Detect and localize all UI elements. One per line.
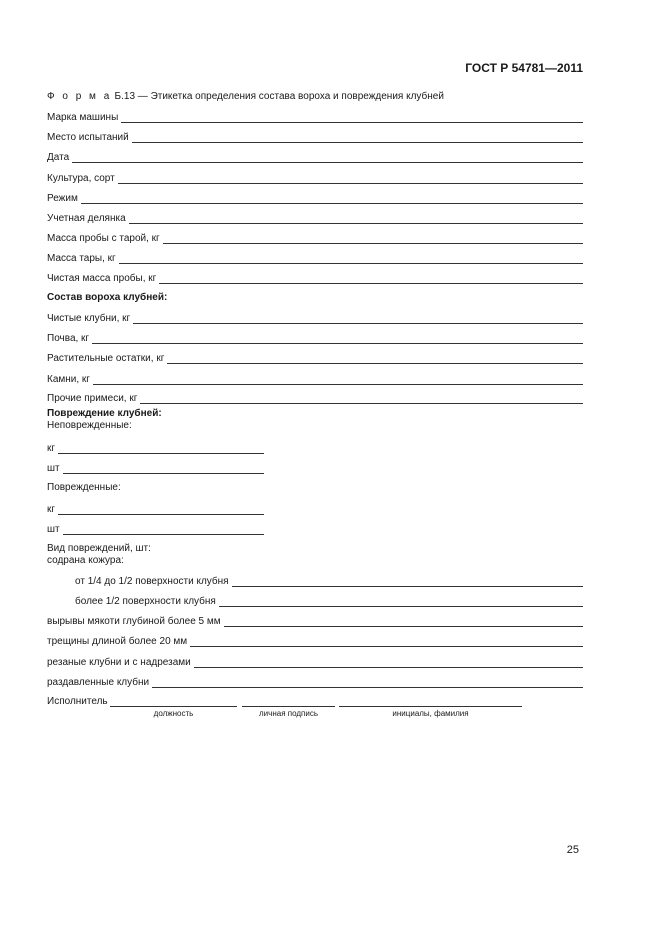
fill-line[interactable] <box>219 596 583 607</box>
field-label: Чистые клубни, кг <box>47 313 131 324</box>
field-label: кг <box>47 504 56 515</box>
fill-line[interactable] <box>140 393 583 404</box>
field-plot[interactable] <box>47 210 583 224</box>
fill-line[interactable] <box>63 524 264 535</box>
field-label: шт <box>47 463 60 474</box>
fill-line[interactable] <box>194 657 583 668</box>
field-label: Дата <box>47 152 70 163</box>
fill-line[interactable] <box>92 333 583 344</box>
fill-line[interactable] <box>58 443 264 454</box>
field-label: трещины длиной более 20 мм <box>47 636 188 647</box>
field-clean-tubers[interactable] <box>47 310 583 324</box>
fill-line[interactable] <box>93 374 583 385</box>
field-tare[interactable] <box>47 250 583 264</box>
form-prefix: Ф о р м а <box>47 91 112 102</box>
fill-line[interactable] <box>58 504 264 515</box>
field-place[interactable] <box>47 129 583 143</box>
field-label: кг <box>47 443 56 454</box>
field-cracks[interactable] <box>47 633 583 647</box>
field-label: Марка машины <box>47 112 119 123</box>
field-label: Учетная делянка <box>47 213 126 224</box>
undamaged-label: Неповрежденные: <box>47 420 132 431</box>
fill-line[interactable] <box>232 576 583 587</box>
fill-line[interactable] <box>132 132 583 143</box>
field-label: Режим <box>47 193 78 204</box>
fill-line[interactable] <box>163 233 583 244</box>
field-plant-residue[interactable] <box>47 350 583 364</box>
name-line[interactable] <box>339 706 522 707</box>
field-undamaged-pcs[interactable] <box>47 460 264 474</box>
field-crop[interactable] <box>47 170 583 184</box>
field-pulp-tears[interactable] <box>47 613 583 627</box>
field-label: от 1/4 до 1/2 поверхности клубня <box>75 576 229 587</box>
field-label: Прочие примеси, кг <box>47 393 138 404</box>
field-label: раздавленные клубни <box>47 677 150 688</box>
fill-line[interactable] <box>121 112 583 123</box>
fill-line[interactable] <box>119 253 583 264</box>
fill-line[interactable] <box>152 677 583 688</box>
page-number: 25 <box>566 844 579 856</box>
field-skin-over-half[interactable] <box>75 593 583 607</box>
fill-line[interactable] <box>133 313 583 324</box>
field-mass-tare[interactable] <box>47 230 583 244</box>
field-machine[interactable] <box>47 109 583 123</box>
field-label: Место испытаний <box>47 132 129 143</box>
fill-line[interactable] <box>118 173 583 184</box>
fill-line[interactable] <box>159 273 583 284</box>
damage-types-heading: Вид повреждений, шт: <box>47 543 151 554</box>
field-label: Почва, кг <box>47 333 90 344</box>
field-label: вырывы мякоти глубиной более 5 мм <box>47 616 221 627</box>
field-other-impurities[interactable] <box>47 390 583 404</box>
fill-line[interactable] <box>72 152 583 163</box>
field-damaged-pcs[interactable] <box>47 521 264 535</box>
field-soil[interactable] <box>47 330 583 344</box>
signature-caption: личная подпись <box>259 709 318 718</box>
fill-line[interactable] <box>129 213 583 224</box>
field-label: Масса пробы с тарой, кг <box>47 233 160 244</box>
standard-number: ГОСТ Р 54781—2011 <box>465 61 583 75</box>
name-caption: инициалы, фамилия <box>392 709 469 718</box>
field-label: Камни, кг <box>47 374 90 385</box>
field-net-mass[interactable] <box>47 270 583 284</box>
field-label: Растительные остатки, кг <box>47 353 165 364</box>
fill-line[interactable] <box>190 636 583 647</box>
position-line[interactable] <box>110 706 237 707</box>
field-stones[interactable] <box>47 371 583 385</box>
field-label: более 1/2 поверхности клубня <box>75 596 216 607</box>
fill-line[interactable] <box>63 463 264 474</box>
damage-heading: Повреждение клубней: <box>47 408 162 419</box>
field-cut-tubers[interactable] <box>47 654 583 668</box>
fill-line[interactable] <box>224 616 583 627</box>
fill-line[interactable] <box>167 353 583 364</box>
form-title <box>47 91 444 102</box>
field-mode[interactable] <box>47 190 583 204</box>
fill-line[interactable] <box>81 193 583 204</box>
field-label: Масса тары, кг <box>47 253 116 264</box>
field-damaged-kg[interactable] <box>47 501 264 515</box>
field-label: резаные клубни и с надрезами <box>47 657 191 668</box>
field-label: Чистая масса пробы, кг <box>47 273 157 284</box>
field-undamaged-kg[interactable] <box>47 440 264 454</box>
signature-line[interactable] <box>242 706 335 707</box>
field-date[interactable] <box>47 149 583 163</box>
composition-heading: Состав вороха клубней: <box>47 292 168 303</box>
form-title-text: Б.13 — Этикетка определения состава вороха и повреждения клубней <box>111 91 444 102</box>
field-skin-quarter-half[interactable] <box>75 573 583 587</box>
field-label: шт <box>47 524 60 535</box>
position-caption: должность <box>153 709 194 718</box>
skin-removed-label: содрана кожура: <box>47 555 124 566</box>
field-crushed-tubers[interactable] <box>47 674 583 688</box>
field-label: Культура, сорт <box>47 173 115 184</box>
damaged-label: Поврежденные: <box>47 482 121 493</box>
executor-label: Исполнитель <box>47 696 108 707</box>
